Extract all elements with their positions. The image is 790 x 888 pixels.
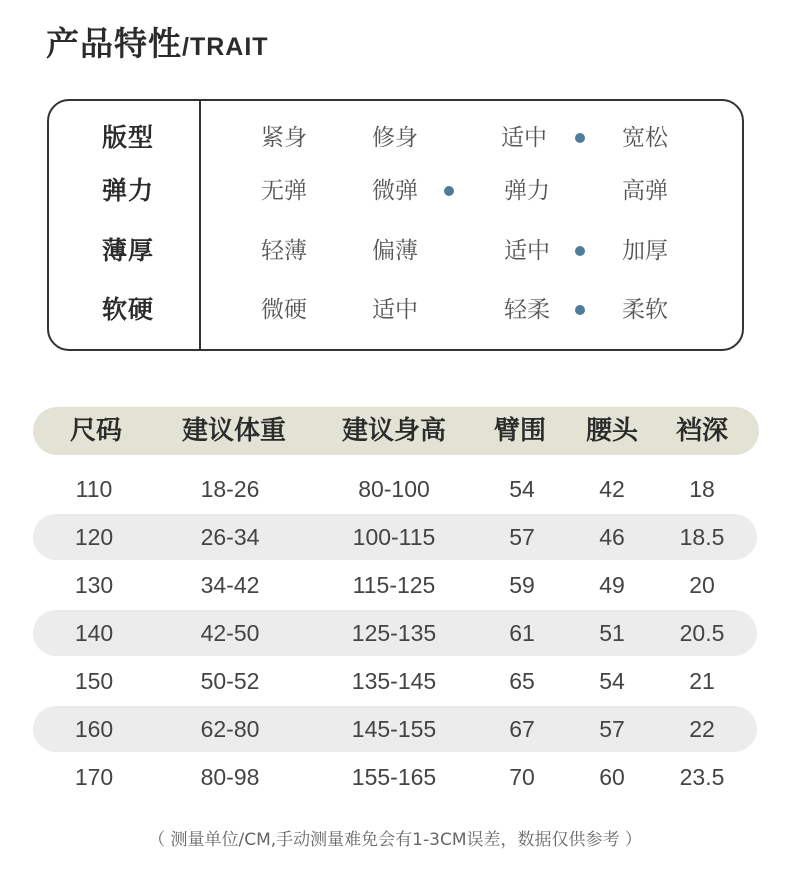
- trait-option: 紧身: [261, 125, 307, 151]
- table-cell: 18-26: [200, 476, 260, 502]
- selected-dot-indicator: [575, 246, 585, 256]
- table-cell: 46: [599, 524, 625, 550]
- table-row: [33, 466, 757, 512]
- trait-row-fit: [49, 118, 742, 158]
- trait-option: 无弹: [261, 178, 307, 204]
- table-cell: 54: [599, 668, 625, 694]
- table-cell: 26-34: [200, 524, 260, 550]
- header-rise: 裆深: [675, 416, 729, 446]
- table-cell: 60: [599, 764, 625, 790]
- trait-row-elasticity: [49, 171, 742, 211]
- trait-option: 弹力: [504, 178, 550, 204]
- trait-option: 偏薄: [372, 238, 418, 264]
- trait-option: 修身: [372, 125, 418, 151]
- trait-option: 适中: [501, 125, 547, 151]
- table-cell: 42-50: [200, 620, 260, 646]
- table-cell: 100-115: [352, 524, 436, 550]
- table-cell: 22: [689, 716, 715, 742]
- table-cell: 125-135: [351, 620, 437, 646]
- trait-option: 轻柔: [504, 297, 550, 323]
- size-table-header: [33, 407, 759, 455]
- table-cell: 80-98: [200, 764, 260, 790]
- table-cell: 170: [74, 764, 114, 790]
- trait-option: 适中: [372, 297, 418, 323]
- header-waist: 腰头: [585, 416, 639, 446]
- table-cell: 51: [599, 620, 625, 646]
- table-cell: 54: [509, 476, 535, 502]
- table-cell: 21: [689, 668, 715, 694]
- trait-row-thickness: [49, 231, 742, 271]
- table-cell: 42: [599, 476, 625, 502]
- table-cell: 145-155: [351, 716, 437, 742]
- header-arm: 臂围: [493, 416, 547, 446]
- header-size: 尺码: [69, 416, 123, 446]
- trait-option: 宽松: [622, 125, 668, 151]
- table-cell: 120: [74, 524, 114, 550]
- table-cell: 61: [509, 620, 535, 646]
- trait-option: 轻薄: [261, 238, 307, 264]
- table-cell: 23.5: [679, 764, 725, 790]
- table-cell: 80-100: [358, 476, 430, 502]
- trait-row-softness: [49, 290, 742, 330]
- table-row: [33, 610, 757, 656]
- table-cell: 65: [509, 668, 535, 694]
- table-cell: 57: [599, 716, 625, 742]
- table-cell: 130: [74, 572, 114, 598]
- table-cell: 135-145: [351, 668, 437, 694]
- header-weight: 建议体重: [181, 416, 287, 446]
- table-cell: 155-165: [351, 764, 437, 790]
- table-cell: 20: [689, 572, 715, 598]
- table-cell: 115-125: [352, 572, 436, 598]
- trait-option: 微硬: [261, 297, 307, 323]
- table-cell: 20.5: [679, 620, 725, 646]
- table-cell: 18.5: [679, 524, 725, 550]
- title-cn: 产品特性: [46, 24, 182, 63]
- trait-name: 版型: [101, 123, 154, 152]
- selected-dot-indicator: [575, 133, 585, 143]
- table-cell: 140: [74, 620, 114, 646]
- table-cell: 34-42: [200, 572, 260, 598]
- trait-option: 高弹: [622, 178, 668, 204]
- table-row: [33, 658, 757, 704]
- table-row: [33, 754, 757, 800]
- table-cell: 62-80: [200, 716, 260, 742]
- trait-name: 薄厚: [101, 236, 154, 265]
- table-cell: 18: [689, 476, 715, 502]
- header-height: 建议身高: [341, 416, 447, 446]
- title-en: /TRAIT: [182, 33, 269, 61]
- trait-panel: [47, 99, 744, 351]
- table-cell: 50-52: [200, 668, 260, 694]
- table-row: [33, 514, 757, 560]
- page-title: [46, 18, 269, 65]
- table-row: [33, 706, 757, 752]
- table-cell: 59: [509, 572, 535, 598]
- table-cell: 110: [75, 476, 113, 502]
- table-row: [33, 562, 757, 608]
- measurement-note: （ 测量单位/CM,手动测量难免会有1-3CM误差，数据仅供参考 ）: [148, 830, 642, 850]
- trait-option: 适中: [504, 238, 550, 264]
- table-cell: 57: [509, 524, 535, 550]
- table-cell: 49: [599, 572, 625, 598]
- selected-dot-indicator: [575, 305, 585, 315]
- trait-option: 微弹: [372, 178, 418, 204]
- table-cell: 160: [74, 716, 114, 742]
- trait-option: 柔软: [622, 297, 668, 323]
- selected-dot-indicator: [444, 186, 454, 196]
- trait-name: 弹力: [101, 176, 154, 205]
- table-cell: 150: [74, 668, 114, 694]
- trait-option: 加厚: [622, 238, 668, 264]
- table-cell: 70: [509, 764, 535, 790]
- table-cell: 67: [509, 716, 535, 742]
- trait-name: 软硬: [101, 295, 154, 324]
